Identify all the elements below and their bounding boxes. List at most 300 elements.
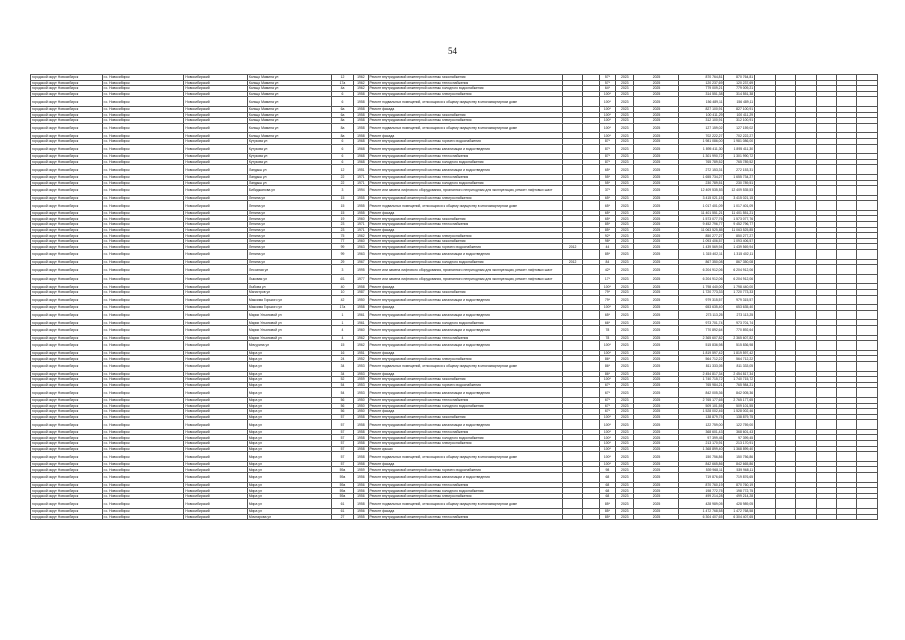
cell-year: 1962 [354,75,368,81]
cell-empty [755,361,775,371]
cell-cost: 2 365 607,82 [679,335,724,341]
cell-year-from: 2023 [616,420,634,430]
cell-locality: г.о. Новосибирск [102,388,184,398]
cell-units: 85* [599,499,615,509]
cell-cost: 850 277,27 [679,233,724,239]
cell-street: Мира ул [247,382,331,388]
cell-blank [583,452,599,462]
cell-work: Ремонт крыши [368,446,562,452]
cell-year-from: 2023 [616,320,634,326]
cell-empty [755,250,775,260]
cell-city: городской округ Новосибирск [31,377,103,383]
cell-work: Ремонт подвальных помещений, относящихся к общему имуществу в многоквартирном доме [368,201,562,211]
cell-year-to: 2025 [634,133,679,139]
cell-street: Мира ул [247,509,331,515]
cell-total: 122 759,00 [724,420,755,430]
cell-total: 1 528 002,46 [724,409,755,415]
cell-year-from: 2023 [616,388,634,398]
cell-district: Новосибирский [184,409,247,415]
cell-units: 65* [599,195,615,201]
cell-empty [816,388,836,398]
cell-total: 1 439 569,94 [724,244,755,250]
cell-city: городской округ Новосибирск [31,180,103,186]
cell-street: Лыбова ул [247,284,331,290]
cell-house: 8а [331,118,354,124]
cell-year: 1958 [354,97,368,107]
cell-city: городской округ Новосибирск [31,284,103,290]
cell-units: 86* [599,361,615,371]
cell-street: Кольцо Мамина ул [247,112,331,118]
cell-cost: 9 452 796,77 [679,222,724,228]
cell-house: 17а [331,80,354,86]
cell-empty [857,341,878,351]
cell-work: Ремонт внутридомовой инженерной системы холодного водоснабжения [368,403,562,409]
cell-year-to: 2025 [634,461,679,467]
cell-year-to: 2025 [634,382,679,388]
cell-year: 1956 [354,488,368,494]
cell-year-from: 2023 [616,159,634,165]
cell-locality: г.о. Новосибирск [102,195,184,201]
cell-city: городской округ Новосибирск [31,112,103,118]
cell-street: Мира ул [247,429,331,435]
cell-locality: г.о. Новосибирск [102,461,184,467]
cell-year-from: 2023 [616,97,634,107]
cell-street: Мира ул [247,377,331,383]
cell-empty [857,201,878,211]
cell-blank [583,295,599,305]
cell-city: городской округ Новосибирск [31,414,103,420]
cell-units: 64* [599,86,615,92]
cell-city: городской округ Новосибирск [31,186,103,196]
cell-total: 368 601,43 [724,429,755,435]
cell-work: Ремонт внутридомовой инженерной системы канализации и водоотведения [368,250,562,260]
cell-year-from: 2023 [616,409,634,415]
cell-empty [755,514,775,520]
cell-street: Мира ул [247,488,331,494]
cell-blank [583,388,599,398]
cell-empty [836,310,856,320]
cell-empty [755,310,775,320]
cell-total: 6 204 912,06 [724,274,755,284]
cell-work: Ремонт подвальных помещений, относящихся к общему имуществу в многоквартирном доме [368,499,562,509]
cell-street: Мира ул [247,452,331,462]
cell-year-from: 2023 [616,509,634,515]
cell-locality: г.о. Новосибирск [102,210,184,216]
cell-street: Мира ул [247,473,331,483]
cell-district: Новосибирский [184,118,247,124]
cell-work: Ремонт внутридомовой инженерной системы канализации и водоотведения [368,165,562,175]
cell-empty [816,420,836,430]
cell-units: 78 [599,325,615,335]
cell-year: 1958 [354,305,368,311]
cell-city: городской округ Новосибирск [31,259,103,265]
cell-total: 979 315,57 [724,295,755,305]
cell-locality: г.о. Новосибирск [102,452,184,462]
cell-year-to: 2025 [634,350,679,356]
cell-work: Ремонт внутридомовой инженерной системы горячего водоснабжения [368,138,562,144]
cell-year-to: 2025 [634,144,679,154]
cell-house: 34 [331,361,354,371]
cell-units: 85* [599,250,615,260]
cell-units: 68 [599,482,615,488]
cell-city: городской округ Новосибирск [31,320,103,326]
cell-work: Ремонт внутридомовой инженерной системы теплоснабжения [368,154,562,160]
cell-units: 57* [599,75,615,81]
cell-locality: г.о. Новосибирск [102,305,184,311]
table-row [31,265,878,275]
cell-district: Новосибирский [184,244,247,250]
cell-locality: г.о. Новосибирск [102,361,184,371]
cell-district: Новосибирский [184,133,247,139]
cell-area [562,514,582,520]
cell-city: городской округ Новосибирск [31,144,103,154]
cell-work: Ремонт фасада [368,106,562,112]
cell-city: городской округ Новосибирск [31,86,103,92]
cell-city: городской округ Новосибирск [31,91,103,97]
cell-units: 68 [599,488,615,494]
cell-cost: 867 350,08 [679,259,724,265]
cell-cost: 272 153,31 [679,165,724,175]
cell-street: Кутузова ул [247,138,331,144]
cell-units: 100* [599,461,615,467]
table-body [31,75,878,520]
cell-street: Марии Ульяновой ул [247,325,331,335]
cell-year-from: 2023 [616,86,634,92]
cell-house: 3 [331,265,354,275]
cell-house: 8а [331,123,354,133]
cell-cost: 1 740 715,72 [679,377,724,383]
cell-units: 65* [599,310,615,320]
cell-house: 57 [331,435,354,441]
cell-year-to: 2025 [634,467,679,473]
cell-house: 59а [331,467,354,473]
cell-year-to: 2025 [634,201,679,211]
cell-district: Новосибирский [184,429,247,435]
cell-district: Новосибирский [184,75,247,81]
cell-units: 100* [599,133,615,139]
cell-year: 1958 [354,112,368,118]
cell-total: 842 665,86 [724,461,755,467]
cell-work: Ремонт фасада [368,371,562,377]
cell-year-from: 2023 [616,514,634,520]
cell-work: Ремонт внутридомовой инженерной системы холодного водоснабжения [368,320,562,326]
cell-locality: г.о. Новосибирск [102,75,184,81]
cell-units: 78 [599,335,615,341]
cell-year: 1953 [354,382,368,388]
cell-empty [755,144,775,154]
cell-work: Ремонт внутридомовой инженерной системы теплоснабжения [368,80,562,86]
cell-city: городской округ Новосибирск [31,305,103,311]
cell-city: городской округ Новосибирск [31,310,103,320]
cell-cost: 2 454 817,34 [679,371,724,377]
cell-year-from: 2023 [616,154,634,160]
cell-work: Ремонт подвальных помещений, относящихся к общему имуществу в многоквартирном доме [368,97,562,107]
cell-work: Ремонт или замена лифтового оборудования, признанного непригодным для эксплуатации, ремонт лифтовых шахт [368,186,562,196]
cell-empty [775,295,795,305]
cell-units: 100* [599,446,615,452]
cell-cost: 515 836,98 [679,341,724,351]
cell-total: 842 005,36 [724,388,755,398]
cell-house: 4 [331,325,354,335]
cell-year-to: 2025 [634,441,679,447]
cell-district: Новосибирский [184,350,247,356]
cell-year-to: 2025 [634,174,679,180]
cell-city: городской округ Новосибирск [31,133,103,139]
cell-year-to: 2025 [634,186,679,196]
cell-blank [583,341,599,351]
cell-year: 1977 [354,274,368,284]
table-row [31,123,878,133]
cell-year-from: 2023 [616,118,634,124]
cell-units: 67* [599,388,615,398]
cell-cost: 1 798 440,00 [679,284,724,290]
cell-units: 79* [599,290,615,296]
cell-empty [836,325,856,335]
cell-year-to: 2025 [634,509,679,515]
cell-total: 2 454 817,34 [724,371,755,377]
cell-cost: 842 665,86 [679,461,724,467]
cell-work: Ремонт внутридомовой инженерной системы теплоснабжения [368,335,562,341]
cell-locality: г.о. Новосибирск [102,435,184,441]
cell-year-from: 2023 [616,290,634,296]
cell-locality: г.о. Новосибирск [102,174,184,180]
cell-year-to: 2025 [634,361,679,371]
cell-work: Ремонт внутридомовой инженерной системы теплоснабжения [368,482,562,488]
cell-cost: 368 601,43 [679,429,724,435]
cell-total: 1 301 990,72 [724,154,755,160]
cell-year: 1950 [354,295,368,305]
cell-units: 92* [599,233,615,239]
cell-year-to: 2025 [634,429,679,435]
cell-year-to: 2025 [634,435,679,441]
cell-cost: 230 789,51 [679,180,724,186]
cell-locality: г.о. Новосибирск [102,499,184,509]
cell-house: 57 [331,420,354,430]
cell-units: 44 [599,244,615,250]
cell-empty [816,514,836,520]
cell-year: 1963 [354,244,368,250]
cell-empty [816,165,836,175]
cell-year: 1950 [354,409,368,415]
cell-empty [796,325,816,335]
cell-street: Кольцо Мамина ул [247,86,331,92]
cell-city: городской округ Новосибирск [31,350,103,356]
cell-year: 1987 [354,290,368,296]
cell-total: 198 772,75 [724,488,755,494]
cell-locality: г.о. Новосибирск [102,473,184,483]
cell-year-to: 2025 [634,195,679,201]
cell-work: Ремонт внутридомовой инженерной системы теплоснабжения [368,397,562,403]
cell-empty [755,452,775,462]
cell-empty [816,310,836,320]
cell-locality: г.о. Новосибирск [102,118,184,124]
cell-street: Мира ул [247,461,331,467]
cell-year: 1971 [354,174,368,180]
cell-year-to: 2025 [634,325,679,335]
cell-year-to: 2025 [634,341,679,351]
cell-cost: 97 399,45 [679,435,724,441]
cell-cost: 719 876,65 [679,473,724,483]
cell-total: 138 879,75 [724,414,755,420]
cell-district: Новосибирский [184,180,247,186]
cell-work: Ремонт внутридомовой инженерной системы холодного водоснабжения [368,86,562,92]
cell-street: Ленина ул [247,201,331,211]
cell-year-to: 2025 [634,290,679,296]
cell-year-to: 2025 [634,80,679,86]
cell-year-to: 2025 [634,138,679,144]
cell-district: Новосибирский [184,159,247,165]
cell-empty [857,265,878,275]
cell-units: 67* [599,397,615,403]
cell-total: 12 409 535,53 [724,186,755,196]
cell-year-to: 2025 [634,284,679,290]
cell-empty [796,473,816,483]
cell-year-from: 2023 [616,382,634,388]
cell-empty [836,165,856,175]
cell-year-to: 2025 [634,371,679,377]
cell-year-from: 2023 [616,216,634,222]
cell-house: 54 [331,388,354,398]
cell-year-to: 2025 [634,112,679,118]
cell-locality: г.о. Новосибирск [102,216,184,222]
cell-total: 1 655 734,27 [724,174,755,180]
cell-area [562,201,582,211]
cell-units: 55* [599,174,615,180]
cell-units: 100* [599,377,615,383]
cell-empty [836,250,856,260]
cell-city: городской округ Новосибирск [31,409,103,415]
cell-cost: 973 701,74 [679,320,724,326]
cell-empty [796,341,816,351]
cell-empty [755,123,775,133]
cell-units: 65* [599,216,615,222]
cell-total: 827 100,91 [724,106,755,112]
cell-units: 100* [599,341,615,351]
table-row [31,499,878,509]
cell-city: городской округ Новосибирск [31,274,103,284]
cell-empty [857,295,878,305]
cell-house: 59а [331,493,354,499]
cell-work: Ремонт внутридомовой инженерной системы газоснабжения [368,75,562,81]
cell-units: 100* [599,435,615,441]
cell-area [562,361,582,371]
cell-house: 57 [331,429,354,435]
cell-units: 100* [599,429,615,435]
cell-units: 100* [599,305,615,311]
cell-total: 1 798 440,00 [724,284,755,290]
cell-city: городской округ Новосибирск [31,403,103,409]
cell-city: городской округ Новосибирск [31,97,103,107]
cell-city: городской округ Новосибирск [31,159,103,165]
cell-units: 79* [599,295,615,305]
cell-district: Новосибирский [184,514,247,520]
cell-city: городской округ Новосибирск [31,446,103,452]
cell-empty [836,97,856,107]
cell-district: Новосибирский [184,210,247,216]
cell-street: Мира ул [247,441,331,447]
cell-district: Новосибирский [184,310,247,320]
cell-empty [836,144,856,154]
cell-cost: 1 528 002,46 [679,409,724,415]
cell-year: 1958 [354,461,368,467]
cell-empty [755,341,775,351]
cell-units: 68 [599,493,615,499]
cell-empty [816,144,836,154]
cell-city: городской округ Новосибирск [31,201,103,211]
cell-empty [816,265,836,275]
cell-empty [816,123,836,133]
cell-empty [857,250,878,260]
cell-blank [583,123,599,133]
cell-year-to: 2025 [634,75,679,81]
cell-year-from: 2023 [616,201,634,211]
cell-blank [583,265,599,275]
cell-units: 86* [599,371,615,377]
cell-street: Бибиджанова ул [247,186,331,196]
cell-empty [775,452,795,462]
cell-units: 100* [599,284,615,290]
cell-district: Новосибирский [184,446,247,452]
cell-empty [816,201,836,211]
cell-house: 4а [331,86,354,92]
cell-street: Лыковая ул [247,274,331,284]
table-row [31,97,878,107]
cell-house: 59а [331,482,354,488]
cell-year-from: 2023 [616,461,634,467]
cell-district: Новосибирский [184,165,247,175]
cell-year-to: 2025 [634,377,679,383]
cell-cost: 11 401 551,21 [679,210,724,216]
cell-blank [583,310,599,320]
cell-total: 1 895 411,30 [724,144,755,154]
cell-year-from: 2023 [616,233,634,239]
cell-empty [816,452,836,462]
cell-units: 67* [599,382,615,388]
cell-street: Кольцо Мамина ул [247,80,331,86]
cell-units: 100* [599,106,615,112]
cell-empty [816,499,836,509]
cell-locality: г.о. Новосибирск [102,482,184,488]
cell-units: 100* [599,123,615,133]
cell-total: 314 551,38 [724,91,755,97]
cell-total: 1 315 402,11 [724,250,755,260]
cell-work: Ремонт внутридомовой инженерной системы канализации и водоотведения [368,420,562,430]
cell-empty [796,452,816,462]
cell-house: 23 [331,222,354,228]
cell-units: 87* [599,138,615,144]
cell-year-to: 2025 [634,409,679,415]
cell-street: Мира ул [247,361,331,371]
cell-street: Ленина ул [247,216,331,222]
cell-total: 97 399,45 [724,435,755,441]
cell-empty [755,473,775,483]
cell-street: Мичурина ул [247,341,331,351]
cell-locality: г.о. Новосибирск [102,123,184,133]
cell-year-to: 2025 [634,91,679,97]
cell-district: Новосибирский [184,325,247,335]
cell-house: 56 [331,397,354,403]
cell-year-from: 2023 [616,174,634,180]
cell-work: Ремонт фасада [368,350,562,356]
cell-work: Ремонт фасада [368,461,562,467]
cell-work: Ремонт внутридомовой инженерной системы газоснабжения [368,216,562,222]
cell-empty [775,250,795,260]
cell-year: 1968 [354,144,368,154]
cell-street: Мира ул [247,397,331,403]
cell-district: Новосибирский [184,144,247,154]
cell-district: Новосибирский [184,320,247,326]
cell-blank [583,201,599,211]
